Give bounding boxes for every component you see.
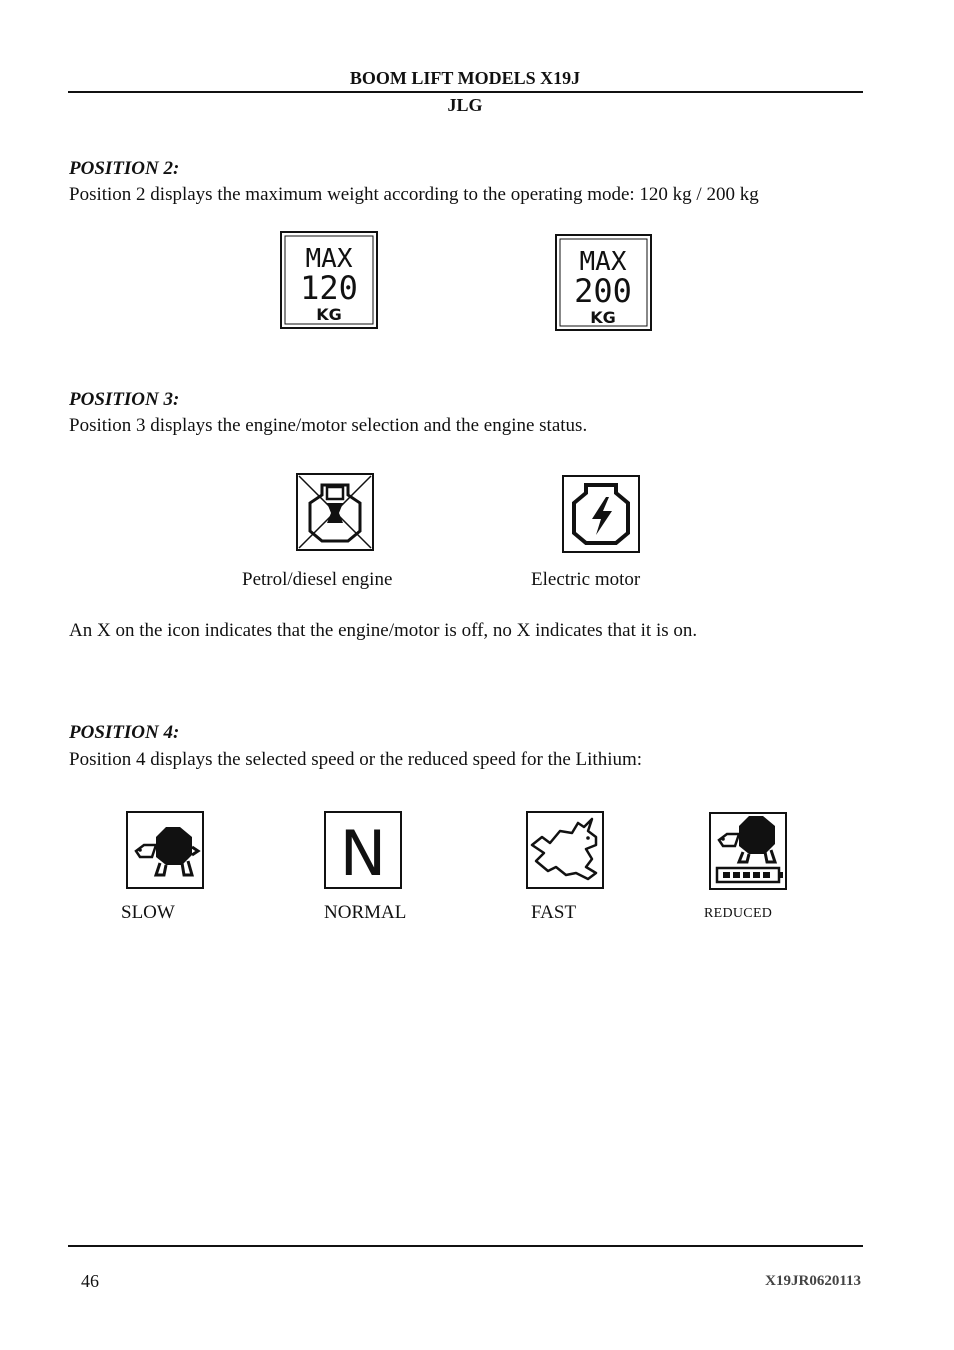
max-200-line1: MAX	[579, 247, 627, 277]
header-divider	[68, 91, 863, 93]
max-120-line3: KG	[316, 305, 342, 324]
normal-glyph: N	[339, 817, 387, 889]
petrol-diesel-caption: Petrol/diesel engine	[242, 569, 393, 590]
fast-caption: FAST	[531, 902, 577, 923]
normal-speed-icon	[324, 811, 402, 889]
max-200-kg-icon	[555, 234, 652, 331]
electric-motor-caption: Electric motor	[531, 569, 641, 590]
slow-turtle-icon	[126, 811, 204, 889]
reduced-caption: REDUCED	[704, 906, 773, 921]
position3-heading: POSITION 3:	[69, 389, 180, 410]
position3-note: An X on the icon indicates that the engine/motor is off, no X indicates that it is on.	[69, 620, 698, 641]
page-number: 46	[81, 1271, 99, 1291]
max-120-line2: 120	[300, 269, 358, 307]
slow-caption: SLOW	[121, 902, 175, 923]
position2-heading: POSITION 2:	[69, 158, 180, 179]
position3-text: Position 3 displays the engine/motor selection and the engine status.	[69, 415, 588, 436]
petrol-diesel-engine-off-icon	[296, 473, 374, 551]
max-200-line2: 200	[574, 272, 632, 310]
header-subtitle: JLG	[447, 95, 483, 115]
fast-rabbit-icon	[526, 811, 604, 889]
electric-motor-icon	[562, 475, 640, 553]
document-code: X19JR0620113	[765, 1273, 861, 1289]
footer-divider	[68, 1245, 863, 1247]
max-120-kg-icon	[280, 231, 378, 329]
normal-caption: NORMAL	[324, 902, 407, 923]
position4-heading: POSITION 4:	[69, 722, 180, 743]
max-200-line3: KG	[590, 308, 616, 327]
reduced-speed-battery-icon	[709, 812, 787, 890]
position4-text: Position 4 displays the selected speed or the reduced speed for the Lithium:	[69, 749, 643, 770]
max-120-line1: MAX	[305, 244, 353, 274]
position2-text: Position 2 displays the maximum weight according to the operating mode: 120 kg / 200 kg	[69, 184, 759, 205]
header-title: BOOM LIFT MODELS X19J	[349, 68, 581, 88]
